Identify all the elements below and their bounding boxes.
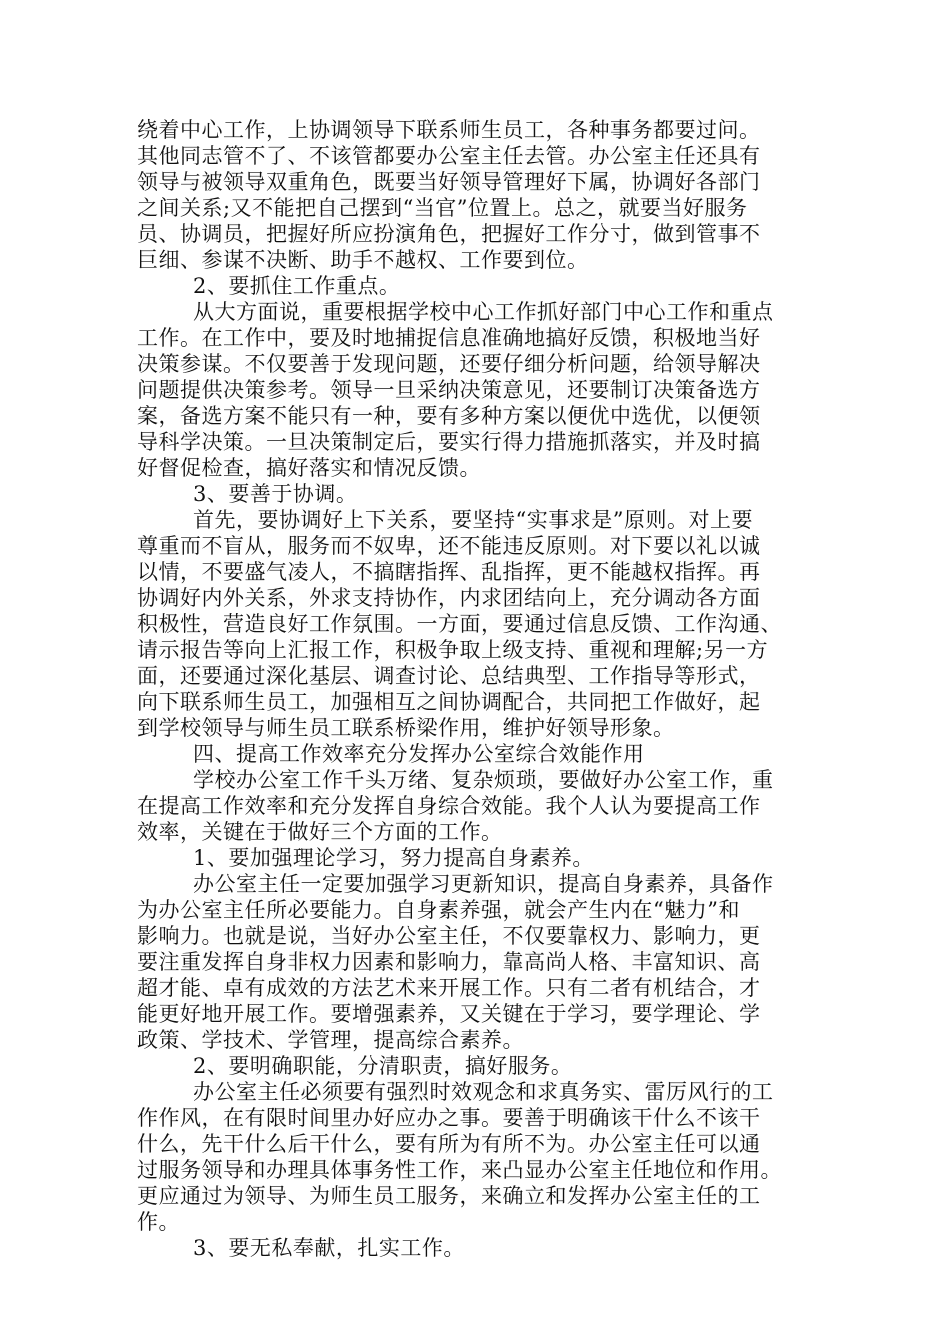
- text-line: 四、提高工作效率充分发挥办公室综合效能作用: [193, 742, 645, 766]
- text-line: 好督促检查，搞好落实和情况反馈。: [137, 456, 481, 480]
- text-line: 从大方面说，重要根据学校中心工作抓好部门中心工作和重点: [193, 300, 774, 324]
- text-line: 决策参谋。不仅要善于发现问题，还要仔细分析问题，给领导解决: [137, 352, 761, 376]
- text-line: 作。: [137, 1210, 180, 1234]
- text-line: 2、要抓住工作重点。: [193, 274, 401, 298]
- text-line: 到学校领导与师生员工联系桥梁作用，维护好领导形象。: [137, 716, 675, 740]
- text-line: 巨细、参谋不决断、助手不越权、工作要到位。: [137, 248, 589, 272]
- text-line: 更应通过为领导、为师生员工服务，来确立和发挥办公室主任的工: [137, 1184, 761, 1208]
- text-line: 什么，先干什么后干什么，要有所为有所不为。办公室主任可以通: [137, 1132, 761, 1156]
- text-line: 首先，要协调好上下关系，要坚持“实事求是”原则。对上要: [193, 508, 753, 532]
- text-line: 积极性，营造良好工作氛围。一方面，要通过信息反馈、工作沟通、: [137, 612, 782, 636]
- text-line: 3、要无私奉献，扎实工作。: [193, 1236, 465, 1260]
- text-line: 其他同志管不了、不该管都要办公室主任去管。办公室主任还具有: [137, 144, 761, 168]
- text-line: 问题提供决策参考。领导一旦采纳决策意见，还要制订决策备选方: [137, 378, 761, 402]
- text-line: 1、要加强理论学习，努力提高自身素养。: [193, 846, 594, 870]
- text-line: 作作风，在有限时间里办好应办之事。要善于明确该干什么不该干: [137, 1106, 761, 1130]
- text-line: 案，备选方案不能只有一种，要有多种方案以便优中选优，以便领: [137, 404, 761, 428]
- text-line: 3、要善于协调。: [193, 482, 358, 506]
- text-line: 领导与被领导双重角色，既要当好领导管理好下属，协调好各部门: [137, 170, 761, 194]
- text-line: 员、协调员，把握好所应扮演角色，把握好工作分寸，做到管事不: [137, 222, 761, 246]
- text-line: 协调好内外关系，外求支持协作，内求团结向上，充分调动各方面: [137, 586, 761, 610]
- text-line: 要注重发挥自身非权力因素和影响力，靠高尚人格、丰富知识、高: [137, 950, 761, 974]
- text-line: 向下联系师生员工，加强相互之间协调配合，共同把工作做好，起: [137, 690, 761, 714]
- text-line: 尊重而不盲从，服务而不奴卑，还不能违反原则。对下要以礼以诚: [137, 534, 761, 558]
- text-line: 绕着中心工作，上协调领导下联系师生员工，各种事务都要过问。: [137, 118, 761, 142]
- text-line: 过服务领导和办理具体事务性工作，来凸显办公室主任地位和作用。: [137, 1158, 782, 1182]
- text-line: 请示报告等向上汇报工作，积极争取上级支持、重视和理解;另一方: [137, 638, 769, 662]
- text-line: 2、要明确职能，分清职责，搞好服务。: [193, 1054, 573, 1078]
- text-line: 办公室主任必须要有强烈时效观念和求真务实、雷厉风行的工: [193, 1080, 774, 1104]
- document-body: [137, 117, 823, 1261]
- text-line: 能更好地开展工作。要增强素养，又关键在于学习，要学理论、学: [137, 1002, 761, 1026]
- text-line: 面，还要通过深化基层、调查讨论、总结典型、工作指导等形式，: [137, 664, 761, 688]
- text-line: 超才能、卓有成效的方法艺术来开展工作。只有二者有机结合，才: [137, 976, 761, 1000]
- text-line: 影响力。也就是说，当好办公室主任，不仅要靠权力、影响力，更: [137, 924, 761, 948]
- text-line: 学校办公室工作千头万绪、复杂烦琐，要做好办公室工作，重: [193, 768, 774, 792]
- text-line: 工作。在工作中，要及时地捕捉信息准确地搞好反馈，积极地当好: [137, 326, 761, 350]
- text-line: 政策、学技术、学管理，提高综合素养。: [137, 1028, 524, 1052]
- text-line: 办公室主任一定要加强学习更新知识，提高自身素养，具备作: [193, 872, 774, 896]
- text-line: 之间关系;又不能把自己摆到“当官”位置上。总之，就要当好服务: [137, 196, 748, 220]
- text-line: 导科学决策。一旦决策制定后，要实行得力措施抓落实，并及时搞: [137, 430, 761, 454]
- text-line: 效率，关键在于做好三个方面的工作。: [137, 820, 503, 844]
- text-line: 为办公室主任所必要能力。自身素养强，就会产生内在“魅力”和: [137, 898, 740, 922]
- text-line: 以情，不要盛气凌人，不搞瞎指挥、乱指挥，更不能越权指挥。再: [137, 560, 761, 584]
- text-line: 在提高工作效率和充分发挥自身综合效能。我个人认为要提高工作: [137, 794, 761, 818]
